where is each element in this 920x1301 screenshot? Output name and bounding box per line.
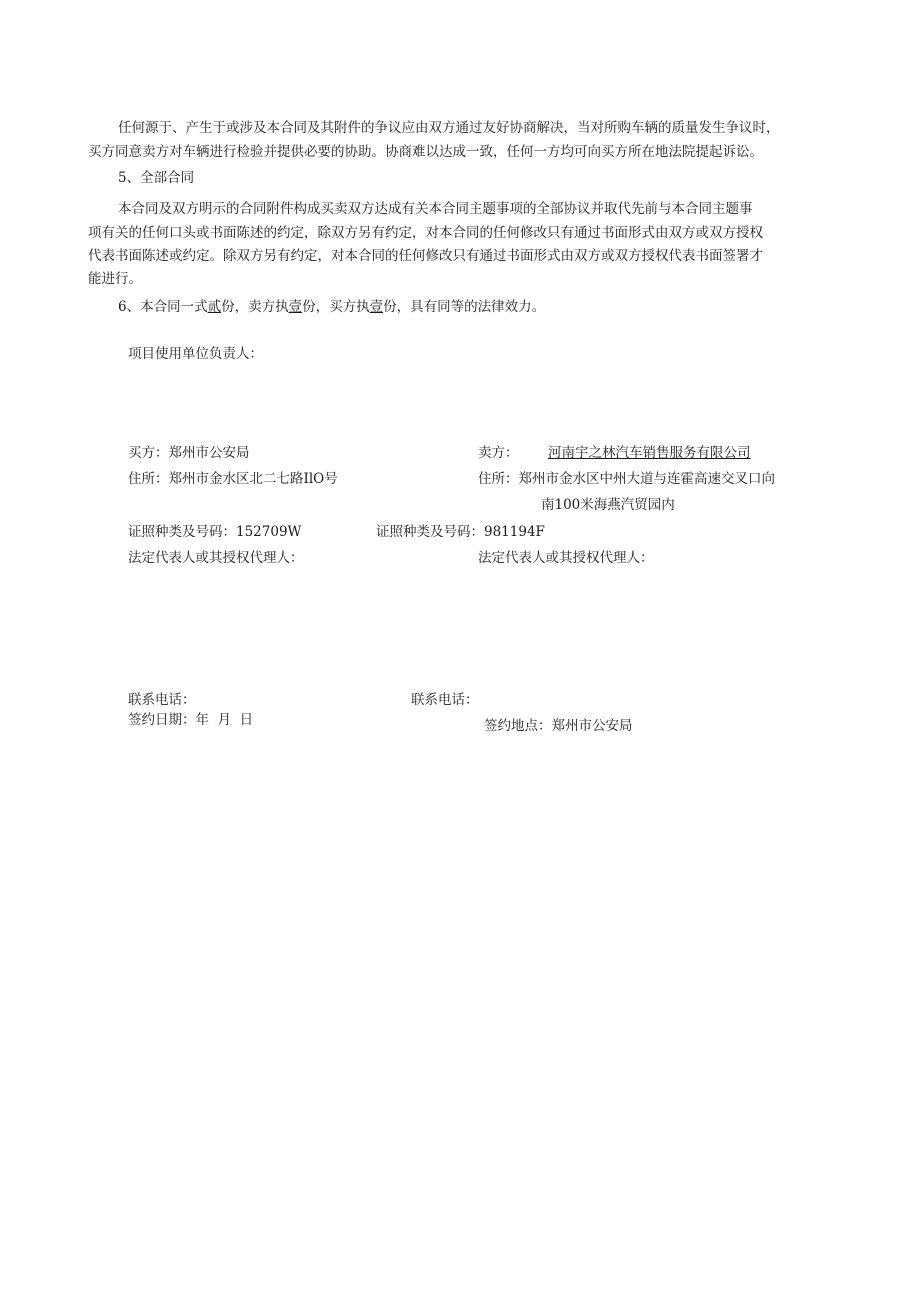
signing-date: 年 月 日 [195,712,254,728]
project-owner-label: 项目使用单位负责人： [128,346,263,362]
section-6-part-3: 份，买方执 [302,299,370,315]
section-5-line-4: 能进行。 [88,271,142,287]
seller-address-line [478,469,775,489]
seller-copies: 壹 [288,299,303,315]
section-5-line-2: 项有关的任何口头或书面陈述的约定，除双方另有约定，对本合同的任何修改只有通过书面形式由双方或双方授权 [88,225,763,241]
buyer-label: 买方： [128,445,169,461]
section-6-line [118,297,545,317]
buyer-id-label: 证照种类及号码： [128,524,236,540]
signing-date-label: 签约日期： [128,712,196,728]
signing-place-line [484,716,633,736]
seller-label: 卖方： [478,445,519,461]
section-6-part-2: 份，卖方执 [221,299,289,315]
section-6-part-1: 6、本合同一式 [118,299,208,315]
section-5-line-3: 代表书面陈述或约定。除双方另有约定，对本合同的任何修改只有通过书面形式由双方或双方授权代表书面签署才 [88,248,763,264]
buyer-address: 郑州市金水区北二七路IlO号 [168,471,338,487]
buyer-phone-label: 联系电话： [128,692,196,708]
seller-name: 河南宇之林汽车销售服务有限公司 [548,445,751,461]
seller-address-label: 住所： [478,471,519,487]
signing-place-label: 签约地点： [484,718,552,734]
buyer-copies: 壹 [369,299,384,315]
dispute-line-1: 任何源于、产生于或涉及本合同及其附件的争议应由双方通过友好协商解决，当对所购车辆的质量发生争议时， [118,120,780,136]
signing-date-line [128,710,253,730]
buyer-id: 152709W [236,524,302,540]
buyer-name: 郑州市公安局 [168,445,250,461]
seller-rep-label: 法定代表人或其授权代理人： [478,550,654,566]
buyer-address-label: 住所： [128,471,169,487]
dispute-line-2: 买方同意卖方对车辆进行检验并提供必要的协助。协商难以达成一致，任何一方均可向买方所在地法院提起诉讼。 [88,144,763,160]
seller-address-line-2: 南100米海燕汽贸园内 [541,497,675,513]
signing-place: 郑州市公安局 [551,718,633,734]
seller-address-line-1: 郑州市金水区中州大道与连霍高速交叉口向 [518,471,775,487]
seller-phone-label: 联系电话： [411,692,479,708]
buyer-address-line [128,469,338,489]
buyer-line [128,443,250,463]
section-5-line-1: 本合同及双方明示的合同附件构成买卖双方达成有关本合同主题事项的全部协议并取代先前与本合同主题事 [118,201,753,217]
buyer-id-line [128,522,301,542]
seller-id-label: 证照种类及号码： [376,524,484,540]
section-5-heading: 5、全部合同 [118,170,195,186]
section-6-part-4: 份，具有同等的法律效力。 [383,299,546,315]
seller-id-line [376,522,545,542]
total-copies: 贰 [207,299,222,315]
seller-id: 981194F [484,524,545,540]
buyer-rep-label: 法定代表人或其授权代理人： [128,550,304,566]
